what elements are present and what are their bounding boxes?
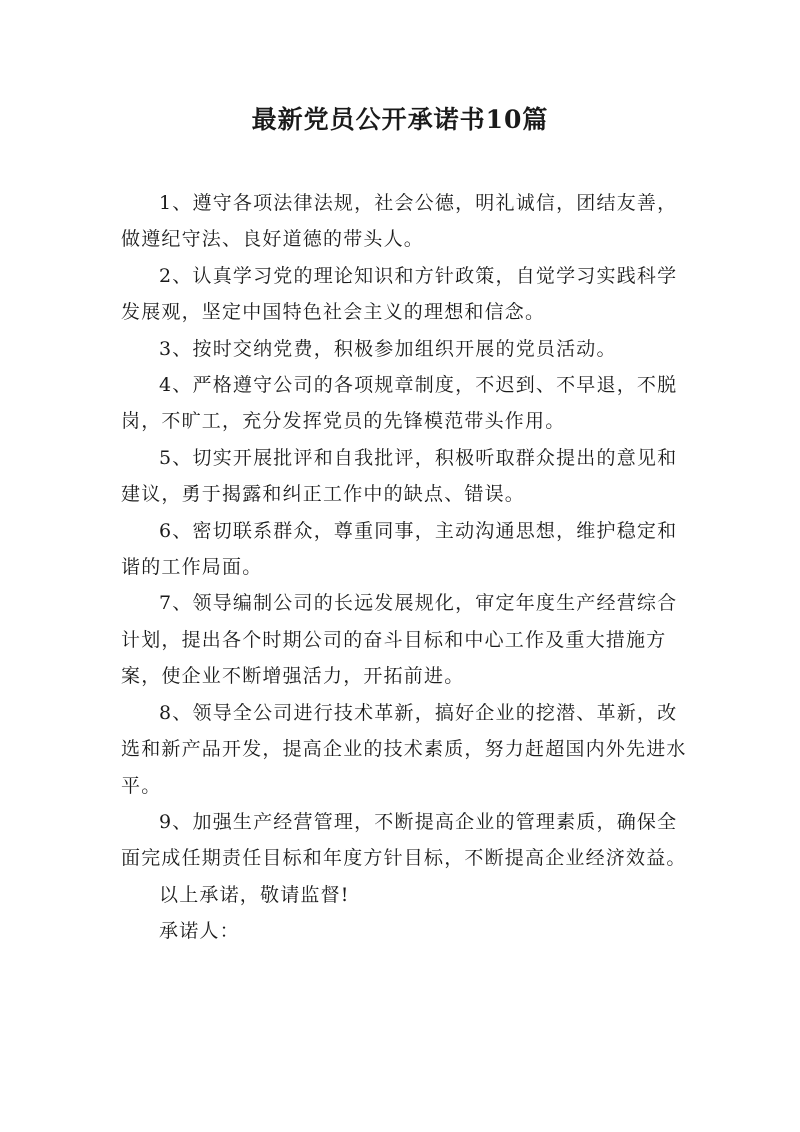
paragraph-2: 2、认真学习党的理论知识和方针政策，自觉学习实践科学发展观，坚定中国特色社会主义的理想和信念。 — [121, 264, 678, 324]
paragraph-6: 6、密切联系群众，尊重同事，主动沟通思想，维护稳定和谐的工作局面。 — [121, 519, 678, 579]
document-body — [121, 185, 691, 950]
closing-line: 以上承诺，敬请监督! — [159, 883, 350, 906]
paragraph-5: 5、切实开展批评和自我批评，积极听取群众提出的意见和建议，勇于揭露和纠正工作中的缺点、错误。 — [121, 446, 678, 506]
paragraph-3: 3、按时交纳党费，积极参加组织开展的党员活动。 — [159, 337, 617, 360]
signatory-label: 承诺人： — [159, 920, 240, 943]
paragraph-4: 4、严格遵守公司的各项规章制度，不迟到、不早退，不脱岗，不旷工，充分发挥党员的先锋模范带头作用。 — [121, 374, 678, 433]
document-title: 最新党员公开承诺书10篇 — [251, 105, 549, 134]
paragraph-1: 1、遵守各项法律法规，社会公德，明礼诚信，团结友善，做遵纪守法、良好道德的带头人。 — [121, 192, 678, 251]
paragraph-7: 7、领导编制公司的长远发展规化，审定年度生产经营综合计划，提出各个时期公司的奋斗目标和中心工作及重大措施方案，使企业不断增强活力，开拓前进。 — [121, 592, 678, 688]
paragraph-8: 8、领导全公司进行技术革新，搞好企业的挖潜、革新，改选和新产品开发，提高企业的技术素质，努力赶超国内外先进水平。 — [121, 701, 687, 797]
paragraph-9: 9、加强生产经营管理，不断提高企业的管理素质，确保全面完成任期责任目标和年度方针目标，不断提高企业经济效益。 — [121, 810, 687, 870]
